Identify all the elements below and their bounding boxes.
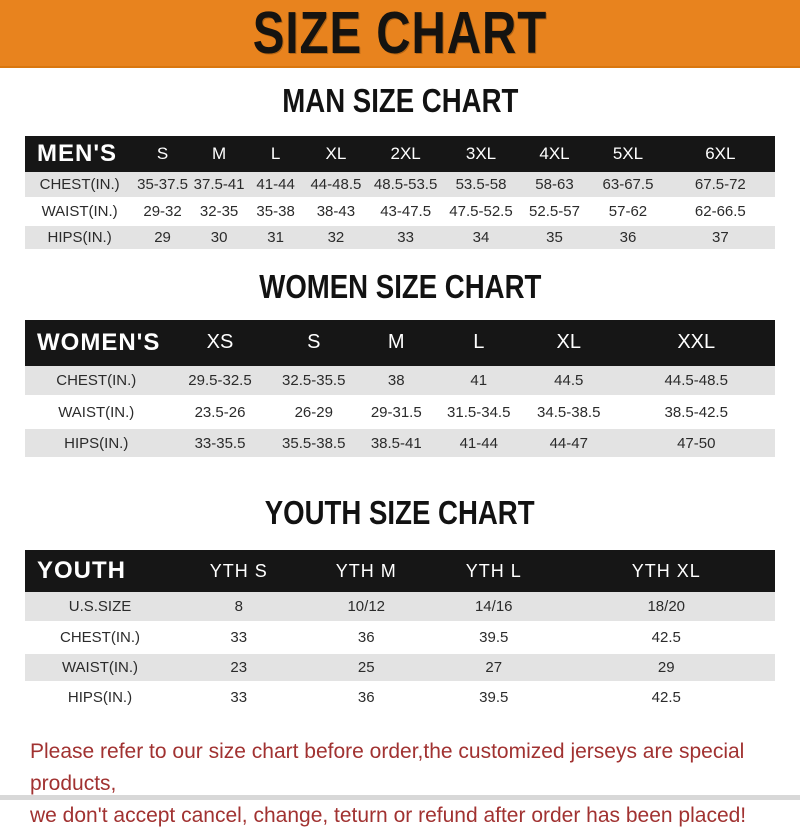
row-label: WAIST(IN.): [61, 658, 139, 676]
mens-chest-row: [25, 172, 775, 198]
mens-waist-row: [25, 198, 775, 224]
cell: 52.5-57: [529, 202, 580, 220]
womens-col-xxl: XXL: [677, 331, 716, 353]
cell: 36: [357, 628, 375, 646]
cell: 33-35.5: [194, 434, 246, 452]
cell: 25: [357, 658, 375, 676]
mens-col-3xl: 3XL: [465, 144, 497, 163]
cell: 57-62: [608, 202, 648, 220]
mens-table-label: MEN'S: [37, 140, 118, 167]
row-label: HIPS(IN.): [64, 434, 129, 452]
womens-col-xl: XL: [556, 331, 581, 353]
womens-col-l: L: [473, 331, 485, 353]
mens-col-m: M: [211, 144, 227, 163]
cell: 29: [657, 658, 675, 676]
cell: 29.5-32.5: [188, 371, 252, 389]
row-label: U.S.SIZE: [68, 597, 132, 615]
cell: 33: [230, 628, 248, 646]
disclaimer-note: [0, 736, 800, 832]
cell: 44-48.5: [310, 175, 362, 193]
youth-section-heading: [0, 496, 800, 532]
cell: 39.5: [479, 628, 509, 646]
youth-col-m: YTH M: [335, 560, 397, 581]
cell: 31: [267, 228, 284, 246]
mens-col-2xl: 2XL: [390, 144, 421, 163]
womens-col-xs: XS: [206, 331, 234, 353]
mens-hips-row: [25, 224, 775, 250]
cell: 26-29: [294, 403, 333, 421]
cell: 35-38: [256, 202, 295, 220]
mens-col-xl: XL: [325, 144, 347, 163]
cell: 35.5-38.5: [282, 434, 346, 452]
cell: 63-67.5: [602, 175, 654, 193]
cell: 53.5-58: [455, 175, 507, 193]
cell: 62-66.5: [694, 202, 746, 220]
cell: 48.5-53.5: [373, 175, 438, 193]
cell: 44-47: [549, 434, 588, 452]
row-label: HIPS(IN.): [47, 228, 112, 246]
womens-table-label: WOMEN'S: [37, 328, 161, 356]
womens-col-s: S: [307, 331, 321, 353]
cell: 27: [485, 658, 503, 676]
womens-size-table: [25, 320, 775, 461]
cell: 35: [546, 228, 563, 246]
womens-chest-row: [25, 366, 775, 397]
cell: 34: [472, 228, 490, 246]
cell: 36: [619, 228, 637, 246]
men-section-heading: [0, 84, 800, 120]
mens-col-4xl: 4XL: [539, 144, 570, 163]
cell: 37: [711, 228, 729, 246]
cell: 42.5: [651, 628, 681, 646]
cell: 33: [397, 228, 414, 246]
cell: 67.5-72: [694, 175, 746, 193]
cell: 41-44: [459, 434, 498, 452]
cell: 31.5-34.5: [447, 403, 511, 421]
cell: 47.5-52.5: [449, 202, 513, 220]
cell: 32.5-35.5: [282, 371, 346, 389]
cell: 23: [230, 658, 248, 676]
banner: [0, 0, 800, 68]
womens-hips-row: [25, 428, 775, 459]
youth-size-table: [25, 550, 775, 714]
disclaimer-line-1: Please refer to our size chart before order,the customized jerseys are special products,: [30, 739, 745, 795]
youth-chest-row: [25, 622, 775, 652]
cell: 32-35: [199, 202, 239, 220]
men-heading-text: MAN SIZE CHART: [281, 82, 519, 120]
mens-col-6xl: 6XL: [705, 144, 736, 163]
row-label: CHEST(IN.): [56, 371, 137, 389]
row-label: CHEST(IN.): [39, 175, 120, 193]
youth-waist-row: [25, 652, 775, 682]
cell: 30: [210, 228, 228, 246]
cell: 44.5: [554, 371, 584, 389]
youth-ussize-row: [25, 592, 775, 622]
cell: 38: [387, 371, 405, 389]
cell: 58-63: [535, 175, 574, 193]
women-section-heading: [0, 270, 800, 306]
youth-table-label: YOUTH: [37, 557, 126, 584]
cell: 44.5-48.5: [664, 371, 728, 389]
women-heading-text: WOMEN SIZE CHART: [258, 268, 542, 306]
cell: 14/16: [474, 597, 513, 615]
cell: 47-50: [677, 434, 716, 452]
banner-title: SIZE CHART: [252, 0, 548, 67]
cell: 34.5-38.5: [537, 403, 601, 421]
youth-col-l: YTH L: [465, 560, 522, 581]
bottom-divider: [0, 795, 800, 800]
womens-waist-row: [25, 397, 775, 428]
womens-col-m: M: [387, 331, 405, 353]
cell: 29-31.5: [370, 403, 422, 421]
cell: 38.5-41: [370, 434, 422, 452]
row-label: CHEST(IN.): [60, 628, 140, 646]
disclaimer-line-2: we don't accept cancel, change, teturn or refund after order has been placed!: [30, 803, 747, 827]
row-label: WAIST(IN.): [58, 403, 135, 421]
womens-header-row: [25, 320, 775, 366]
row-label: WAIST(IN.): [41, 202, 118, 220]
mens-size-table: [25, 136, 775, 252]
mens-header-row: [25, 136, 775, 172]
cell: 29: [154, 228, 171, 246]
cell: 41: [470, 371, 488, 389]
cell: 38-43: [316, 202, 356, 220]
cell: 42.5: [651, 688, 681, 706]
cell: 35-37.5: [137, 175, 188, 193]
cell: 36: [357, 688, 375, 706]
cell: 23.5-26: [194, 403, 246, 421]
cell: 38.5-42.5: [664, 403, 728, 421]
cell: 18/20: [647, 597, 686, 615]
youth-col-s: YTH S: [209, 560, 268, 581]
cell: 41-44: [256, 175, 295, 193]
cell: 10/12: [347, 597, 386, 615]
cell: 33: [230, 688, 248, 706]
cell: 43-47.5: [380, 202, 432, 220]
youth-col-xl: YTH XL: [631, 560, 701, 581]
cell: 32: [327, 228, 345, 246]
youth-hips-row: [25, 682, 775, 712]
mens-col-5xl: 5XL: [612, 144, 644, 163]
youth-heading-text: YOUTH SIZE CHART: [265, 494, 535, 532]
mens-col-s: S: [156, 144, 169, 163]
mens-col-l: L: [270, 144, 281, 163]
cell: 37.5-41: [193, 175, 245, 193]
cell: 8: [234, 597, 243, 615]
row-label: HIPS(IN.): [67, 688, 133, 706]
youth-header-row: [25, 550, 775, 592]
cell: 39.5: [479, 688, 509, 706]
cell: 29-32: [143, 202, 182, 220]
